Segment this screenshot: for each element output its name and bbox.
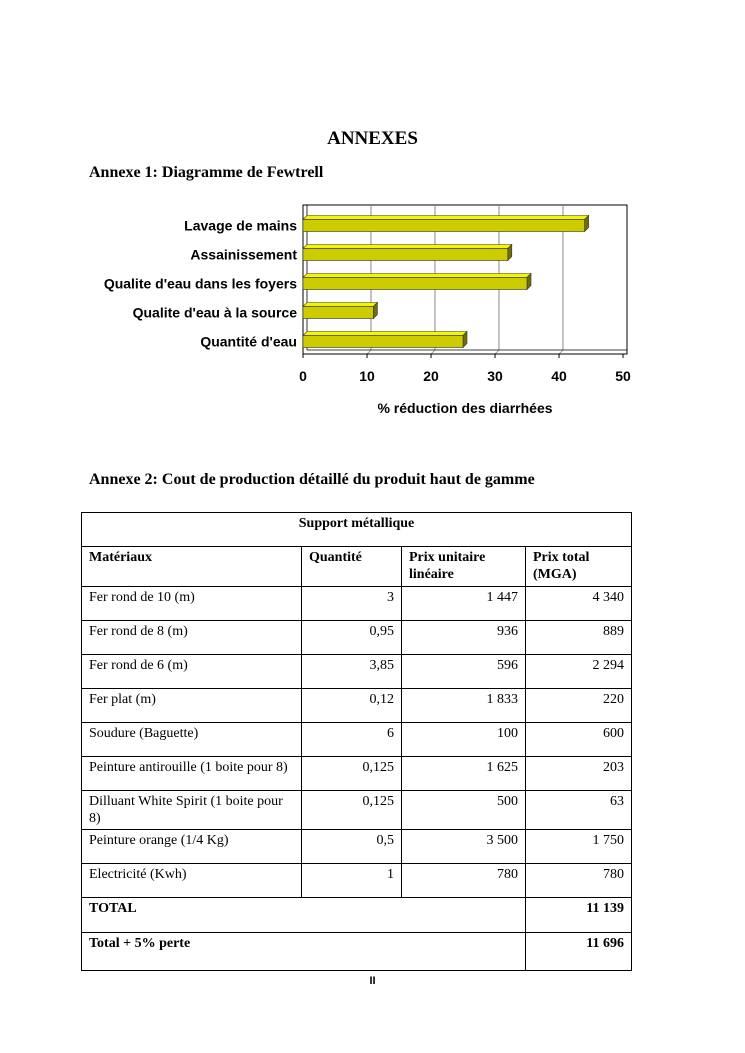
material-cell: Electricité (Kwh) [82,864,302,898]
unit-price-cell: 936 [402,621,526,655]
material-cell: Fer rond de 10 (m) [82,587,302,621]
unit-price-cell: 1 833 [402,689,526,723]
total-loss-row [82,933,632,971]
bar [303,307,373,319]
table-row [82,689,632,723]
x-tick-label: 0 [299,368,307,384]
x-tick-label: 20 [423,368,439,384]
table-row [82,655,632,689]
x-axis-title: % réduction des diarrhées [377,400,553,416]
material-cell: Dilluant White Spirit (1 boite pour 8) [82,791,302,830]
total-price-cell: 2 294 [526,655,632,689]
annex1-heading: Annexe 1: Diagramme de Fewtrell [89,164,324,181]
bar-top [303,245,512,249]
x-tick-label: 40 [551,368,567,384]
quantity-cell: 0,12 [302,689,402,723]
col-header-quantity: Quantité [302,547,402,587]
col-header-total-price: Prix total (MGA) [526,547,632,587]
total-loss-row-value: 11 696 [526,933,632,971]
material-cell: Fer rond de 6 (m) [82,655,302,689]
unit-price-cell: 1 625 [402,757,526,791]
material-cell: Fer rond de 8 (m) [82,621,302,655]
table-row [82,791,632,830]
category-label: Assainissement [190,246,297,263]
total-price-cell: 780 [526,864,632,898]
table-row [82,757,632,791]
table-row [82,621,632,655]
table-header-row [82,547,632,587]
total-loss-row-label: Total + 5% perte [82,933,526,971]
category-label: Qualite d'eau à la source [132,304,297,321]
quantity-cell: 6 [302,723,402,757]
category-label: Qualite d'eau dans les foyers [103,275,297,292]
x-tick-label: 50 [615,368,631,384]
unit-price-cell: 3 500 [402,830,526,864]
unit-price-cell: 596 [402,655,526,689]
table-row [82,830,632,864]
quantity-cell: 0,125 [302,791,402,830]
bar-top [303,303,377,307]
table-title: Support métallique [82,513,632,547]
quantity-cell: 0,95 [302,621,402,655]
bar [303,220,585,232]
material-cell: Peinture orange (1/4 Kg) [82,830,302,864]
col-header-unit-price: Prix unitaire linéaire [402,547,526,587]
unit-price-cell: 1 447 [402,587,526,621]
total-price-cell: 1 750 [526,830,632,864]
bar-top [303,216,589,220]
total-row-label: TOTAL [82,898,526,933]
page-number: II [369,975,376,987]
category-label: Lavage de mains [184,217,297,234]
total-price-cell: 63 [526,791,632,830]
material-cell: Fer plat (m) [82,689,302,723]
unit-price-cell: 780 [402,864,526,898]
material-cell: Peinture antirouille (1 boite pour 8) [82,757,302,791]
bar [303,278,527,290]
quantity-cell: 1 [302,864,402,898]
x-tick-label: 10 [359,368,375,384]
table-row [82,587,632,621]
x-tick-label: 30 [487,368,503,384]
bar [303,249,508,261]
quantity-cell: 0,5 [302,830,402,864]
table-row [82,723,632,757]
total-price-cell: 889 [526,621,632,655]
bar-top [303,274,531,278]
table-row [82,864,632,898]
total-row-value: 11 139 [526,898,632,933]
quantity-cell: 3,85 [302,655,402,689]
category-label: Quantité d'eau [200,333,297,350]
unit-price-cell: 100 [402,723,526,757]
fewtrell-chart [80,198,650,428]
page-title: ANNEXES [327,128,418,149]
total-price-cell: 4 340 [526,587,632,621]
col-header-materials: Matériaux [82,547,302,587]
bar [303,336,463,348]
material-cell: Soudure (Baguette) [82,723,302,757]
total-row [82,898,632,933]
cost-table [81,512,632,971]
bar-top [303,332,467,336]
quantity-cell: 3 [302,587,402,621]
total-price-cell: 203 [526,757,632,791]
quantity-cell: 0,125 [302,757,402,791]
unit-price-cell: 500 [402,791,526,830]
total-price-cell: 220 [526,689,632,723]
total-price-cell: 600 [526,723,632,757]
annex2-heading: Annexe 2: Cout de production détaillé du produit haut de gamme [89,471,535,488]
